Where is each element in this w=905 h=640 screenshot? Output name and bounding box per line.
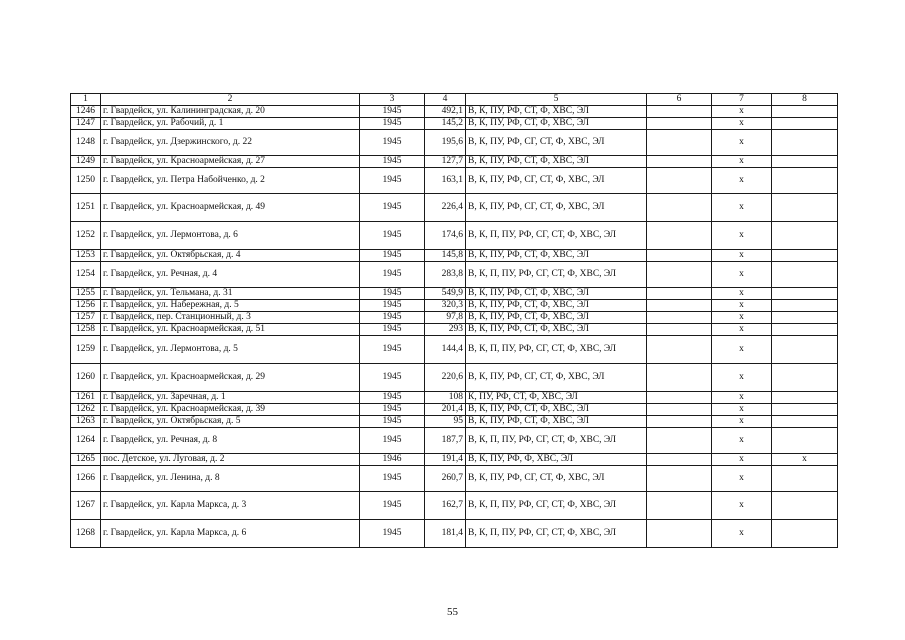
col8-mark-cell (772, 492, 838, 520)
components-cell: В, К, ПУ, РФ, СГ, СТ, Ф, ХВС, ЭЛ (466, 130, 647, 156)
table-row (71, 288, 838, 300)
row-number: 1264 (71, 428, 101, 454)
address-cell: г. Гвардейск, ул. Тельмана, д. 31 (101, 288, 360, 300)
col7-mark-cell: х (712, 168, 772, 194)
col8-mark-cell (772, 250, 838, 262)
col7-mark-cell: х (712, 262, 772, 288)
row-number: 1248 (71, 130, 101, 156)
col7-mark-cell: х (712, 428, 772, 454)
col7-mark-cell: х (712, 336, 772, 364)
year-cell: 1945 (360, 392, 425, 404)
table-row (71, 168, 838, 194)
col8-mark-cell (772, 168, 838, 194)
table-row (71, 364, 838, 392)
year-cell: 1945 (360, 194, 425, 222)
col7-mark-cell: х (712, 466, 772, 492)
row-number: 1261 (71, 392, 101, 404)
table-row (71, 222, 838, 250)
table-row (71, 300, 838, 312)
address-cell: г. Гвардейск, ул. Набережная, д. 5 (101, 300, 360, 312)
col6-cell (647, 336, 712, 364)
area-cell: 181,4 (425, 520, 466, 548)
table-row (71, 194, 838, 222)
address-cell: г. Гвардейск, ул. Дзержинского, д. 22 (101, 130, 360, 156)
components-cell: В, К, ПУ, РФ, СГ, СТ, Ф, ХВС, ЭЛ (466, 168, 647, 194)
area-cell: 195,6 (425, 130, 466, 156)
col7-mark-cell: х (712, 324, 772, 336)
address-cell: пос. Детское, ул. Луговая, д. 2 (101, 454, 360, 466)
components-cell: В, К, П, ПУ, РФ, СГ, СТ, Ф, ХВС, ЭЛ (466, 428, 647, 454)
table-row (71, 416, 838, 428)
components-cell: В, К, ПУ, РФ, СТ, Ф, ХВС, ЭЛ (466, 118, 647, 130)
address-cell: г. Гвардейск, ул. Красноармейская, д. 39 (101, 404, 360, 416)
table-row (71, 392, 838, 404)
row-number: 1252 (71, 222, 101, 250)
row-number: 1247 (71, 118, 101, 130)
column-number-header-row (71, 94, 838, 106)
col7-mark-cell: х (712, 194, 772, 222)
table-row (71, 336, 838, 364)
address-cell: г. Гвардейск, ул. Заречная, д. 1 (101, 392, 360, 404)
area-cell: 320,3 (425, 300, 466, 312)
col8-mark-cell (772, 364, 838, 392)
year-cell: 1945 (360, 312, 425, 324)
col8-mark-cell (772, 312, 838, 324)
area-cell: 162,7 (425, 492, 466, 520)
housing-register-table (70, 93, 838, 548)
page-number: 55 (447, 606, 458, 618)
area-cell: 145,2 (425, 118, 466, 130)
table-row (71, 312, 838, 324)
components-cell: В, К, ПУ, РФ, СТ, Ф, ХВС, ЭЛ (466, 156, 647, 168)
area-cell: 492,1 (425, 106, 466, 118)
col6-cell (647, 106, 712, 118)
area-cell: 549,9 (425, 288, 466, 300)
address-cell: г. Гвардейск, ул. Речная, д. 8 (101, 428, 360, 454)
col6-cell (647, 156, 712, 168)
components-cell: В, К, П, ПУ, РФ, СГ, СТ, Ф, ХВС, ЭЛ (466, 492, 647, 520)
components-cell: В, К, ПУ, РФ, Ф, ХВС, ЭЛ (466, 454, 647, 466)
col7-mark-cell: х (712, 416, 772, 428)
col6-cell (647, 300, 712, 312)
col6-cell (647, 130, 712, 156)
address-cell: г. Гвардейск, ул. Лермонтова, д. 5 (101, 336, 360, 364)
components-cell: В, К, ПУ, РФ, СГ, СТ, Ф, ХВС, ЭЛ (466, 466, 647, 492)
col8-mark-cell (772, 520, 838, 548)
year-cell: 1945 (360, 250, 425, 262)
components-cell: В, К, ПУ, РФ, СТ, Ф, ХВС, ЭЛ (466, 300, 647, 312)
area-cell: 283,8 (425, 262, 466, 288)
area-cell: 191,4 (425, 454, 466, 466)
row-number: 1260 (71, 364, 101, 392)
table-row (71, 466, 838, 492)
col8-mark-cell (772, 336, 838, 364)
col6-cell (647, 520, 712, 548)
components-cell: К, ПУ, РФ, СТ, Ф, ХВС, ЭЛ (466, 392, 647, 404)
table-body (71, 106, 838, 548)
col8-mark-cell (772, 262, 838, 288)
components-cell: В, К, П, ПУ, РФ, СГ, СТ, Ф, ХВС, ЭЛ (466, 222, 647, 250)
row-number: 1255 (71, 288, 101, 300)
col6-cell (647, 194, 712, 222)
col7-mark-cell: х (712, 130, 772, 156)
row-number: 1253 (71, 250, 101, 262)
components-cell: В, К, П, ПУ, РФ, СГ, СТ, Ф, ХВС, ЭЛ (466, 336, 647, 364)
col6-cell (647, 312, 712, 324)
table-row (71, 324, 838, 336)
col8-mark-cell (772, 156, 838, 168)
year-cell: 1945 (360, 106, 425, 118)
table-row (71, 130, 838, 156)
col8-mark-cell (772, 288, 838, 300)
row-number: 1246 (71, 106, 101, 118)
address-cell: г. Гвардейск, ул. Карла Маркса, д. 3 (101, 492, 360, 520)
col8-mark-cell (772, 466, 838, 492)
col7-mark-cell: х (712, 312, 772, 324)
col6-cell (647, 466, 712, 492)
components-cell: В, К, ПУ, РФ, СТ, Ф, ХВС, ЭЛ (466, 106, 647, 118)
address-cell: г. Гвардейск, ул. Речная, д. 4 (101, 262, 360, 288)
year-cell: 1946 (360, 454, 425, 466)
col6-cell (647, 454, 712, 466)
address-cell: г. Гвардейск, ул. Петра Набойченко, д. 2 (101, 168, 360, 194)
components-cell: В, К, ПУ, РФ, СТ, Ф, ХВС, ЭЛ (466, 288, 647, 300)
row-number: 1256 (71, 300, 101, 312)
row-number: 1259 (71, 336, 101, 364)
year-cell: 1945 (360, 300, 425, 312)
col7-mark-cell: х (712, 392, 772, 404)
col8-mark-cell (772, 118, 838, 130)
column-header: 6 (647, 94, 712, 106)
table-row (71, 520, 838, 548)
area-cell: 144,4 (425, 336, 466, 364)
col7-mark-cell: х (712, 492, 772, 520)
table-row (71, 454, 838, 466)
area-cell: 201,4 (425, 404, 466, 416)
area-cell: 127,7 (425, 156, 466, 168)
col6-cell (647, 250, 712, 262)
area-cell: 163,1 (425, 168, 466, 194)
row-number: 1254 (71, 262, 101, 288)
year-cell: 1945 (360, 262, 425, 288)
col6-cell (647, 168, 712, 194)
column-header: 7 (712, 94, 772, 106)
col7-mark-cell: х (712, 520, 772, 548)
column-header: 4 (425, 94, 466, 106)
row-number: 1263 (71, 416, 101, 428)
components-cell: В, К, ПУ, РФ, СТ, Ф, ХВС, ЭЛ (466, 404, 647, 416)
table-row (71, 106, 838, 118)
col8-mark-cell (772, 106, 838, 118)
col8-mark-cell (772, 392, 838, 404)
components-cell: В, К, ПУ, РФ, СТ, Ф, ХВС, ЭЛ (466, 312, 647, 324)
year-cell: 1945 (360, 364, 425, 392)
col8-mark-cell: х (772, 454, 838, 466)
col7-mark-cell: х (712, 106, 772, 118)
col7-mark-cell: х (712, 454, 772, 466)
area-cell: 220,6 (425, 364, 466, 392)
address-cell: г. Гвардейск, ул. Октябрьская, д. 4 (101, 250, 360, 262)
col6-cell (647, 416, 712, 428)
row-number: 1258 (71, 324, 101, 336)
components-cell: В, К, ПУ, РФ, СГ, СТ, Ф, ХВС, ЭЛ (466, 194, 647, 222)
year-cell: 1945 (360, 336, 425, 364)
col7-mark-cell: х (712, 364, 772, 392)
col7-mark-cell: х (712, 288, 772, 300)
address-cell: г. Гвардейск, ул. Ленина, д. 8 (101, 466, 360, 492)
year-cell: 1945 (360, 118, 425, 130)
year-cell: 1945 (360, 222, 425, 250)
column-header: 1 (71, 94, 101, 106)
table-row (71, 428, 838, 454)
year-cell: 1945 (360, 428, 425, 454)
col7-mark-cell: х (712, 118, 772, 130)
column-header: 5 (466, 94, 647, 106)
year-cell: 1945 (360, 168, 425, 194)
row-number: 1266 (71, 466, 101, 492)
area-cell: 97,8 (425, 312, 466, 324)
address-cell: г. Гвардейск, ул. Карла Маркса, д. 6 (101, 520, 360, 548)
year-cell: 1945 (360, 156, 425, 168)
col8-mark-cell (772, 194, 838, 222)
address-cell: г. Гвардейск, ул. Красноармейская, д. 27 (101, 156, 360, 168)
components-cell: В, К, П, ПУ, РФ, СГ, СТ, Ф, ХВС, ЭЛ (466, 520, 647, 548)
col6-cell (647, 118, 712, 130)
table-row (71, 262, 838, 288)
col6-cell (647, 222, 712, 250)
address-cell: г. Гвардейск, ул. Красноармейская, д. 49 (101, 194, 360, 222)
row-number: 1268 (71, 520, 101, 548)
components-cell: В, К, ПУ, РФ, СГ, СТ, Ф, ХВС, ЭЛ (466, 364, 647, 392)
area-cell: 145,8 (425, 250, 466, 262)
col8-mark-cell (772, 404, 838, 416)
col6-cell (647, 428, 712, 454)
components-cell: В, К, ПУ, РФ, СТ, Ф, ХВС, ЭЛ (466, 250, 647, 262)
address-cell: г. Гвардейск, ул. Калининградская, д. 20 (101, 106, 360, 118)
row-number: 1249 (71, 156, 101, 168)
address-cell: г. Гвардейск, пер. Станционный, д. 3 (101, 312, 360, 324)
column-header: 8 (772, 94, 838, 106)
row-number: 1265 (71, 454, 101, 466)
address-cell: г. Гвардейск, ул. Красноармейская, д. 29 (101, 364, 360, 392)
col7-mark-cell: х (712, 250, 772, 262)
year-cell: 1945 (360, 324, 425, 336)
col7-mark-cell: х (712, 300, 772, 312)
components-cell: В, К, П, ПУ, РФ, СГ, СТ, Ф, ХВС, ЭЛ (466, 262, 647, 288)
area-cell: 226,4 (425, 194, 466, 222)
table-row (71, 404, 838, 416)
components-cell: В, К, ПУ, РФ, СТ, Ф, ХВС, ЭЛ (466, 324, 647, 336)
col6-cell (647, 392, 712, 404)
row-number: 1262 (71, 404, 101, 416)
address-cell: г. Гвардейск, ул. Красноармейская, д. 51 (101, 324, 360, 336)
area-cell: 187,7 (425, 428, 466, 454)
col8-mark-cell (772, 324, 838, 336)
col7-mark-cell: х (712, 156, 772, 168)
col6-cell (647, 262, 712, 288)
col7-mark-cell: х (712, 222, 772, 250)
col8-mark-cell (772, 300, 838, 312)
row-number: 1250 (71, 168, 101, 194)
row-number: 1267 (71, 492, 101, 520)
col6-cell (647, 324, 712, 336)
col8-mark-cell (772, 416, 838, 428)
address-cell: г. Гвардейск, ул. Лермонтова, д. 6 (101, 222, 360, 250)
table-row (71, 156, 838, 168)
col6-cell (647, 288, 712, 300)
row-number: 1257 (71, 312, 101, 324)
address-cell: г. Гвардейск, ул. Рабочий, д. 1 (101, 118, 360, 130)
table-row (71, 118, 838, 130)
area-cell: 174,6 (425, 222, 466, 250)
area-cell: 108 (425, 392, 466, 404)
area-cell: 95 (425, 416, 466, 428)
column-header: 2 (101, 94, 360, 106)
components-cell: В, К, ПУ, РФ, СТ, Ф, ХВС, ЭЛ (466, 416, 647, 428)
address-cell: г. Гвардейск, ул. Октябрьская, д. 5 (101, 416, 360, 428)
year-cell: 1945 (360, 404, 425, 416)
col7-mark-cell: х (712, 404, 772, 416)
table-row (71, 250, 838, 262)
column-header: 3 (360, 94, 425, 106)
year-cell: 1945 (360, 520, 425, 548)
col6-cell (647, 404, 712, 416)
row-number: 1251 (71, 194, 101, 222)
col8-mark-cell (772, 222, 838, 250)
col8-mark-cell (772, 130, 838, 156)
table-row (71, 492, 838, 520)
col6-cell (647, 364, 712, 392)
year-cell: 1945 (360, 466, 425, 492)
year-cell: 1945 (360, 416, 425, 428)
year-cell: 1945 (360, 288, 425, 300)
year-cell: 1945 (360, 130, 425, 156)
year-cell: 1945 (360, 492, 425, 520)
area-cell: 293 (425, 324, 466, 336)
col8-mark-cell (772, 428, 838, 454)
col6-cell (647, 492, 712, 520)
area-cell: 260,7 (425, 466, 466, 492)
